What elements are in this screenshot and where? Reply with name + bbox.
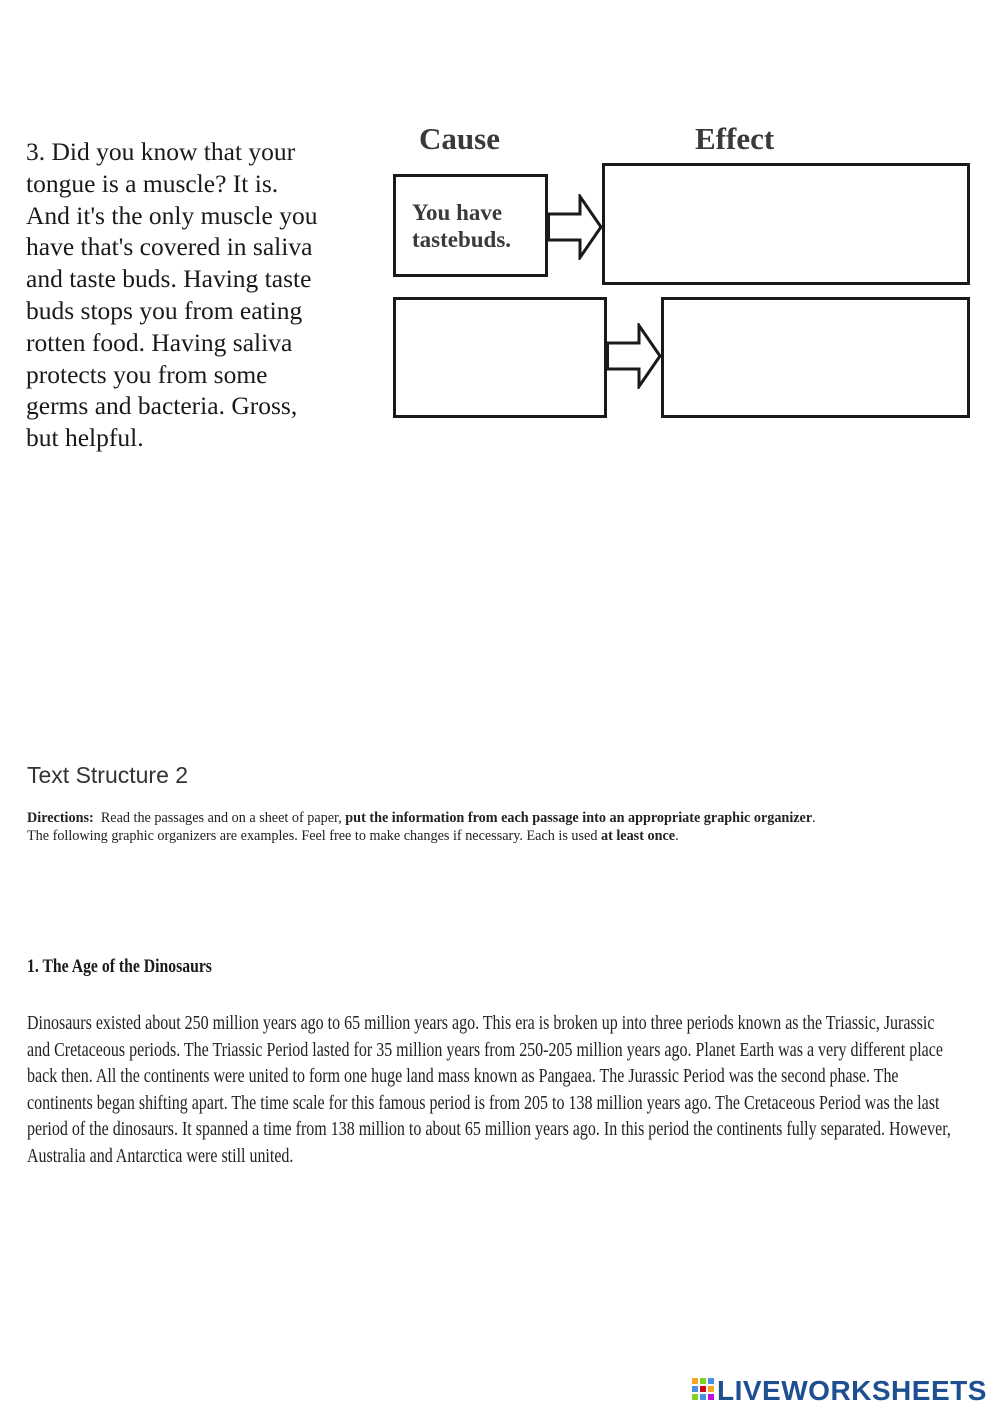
effect-answer-box-2[interactable] bbox=[661, 297, 970, 418]
cause-box-1 bbox=[393, 174, 548, 277]
passage-line: 3. Did you know that your bbox=[26, 137, 296, 166]
arrow-right-icon bbox=[547, 194, 603, 260]
directions-text: Read the passages and on a sheet of paper, bbox=[100, 810, 342, 826]
passage-line: tongue is a muscle? It is. bbox=[26, 168, 279, 198]
directions-emphasis: put the information from each passage into an appropriate graphic organizer bbox=[345, 810, 813, 826]
cause-answer-box-2[interactable] bbox=[393, 297, 607, 418]
liveworksheets-brand[interactable] bbox=[692, 1374, 987, 1408]
directions-emphasis: at least once bbox=[600, 828, 676, 844]
passage-line: germs and bacteria. Gross, bbox=[26, 391, 298, 421]
passage-line: continents began shifting apart. The time scale for this famous period is from 205 to 138 million years ago. The Cretaceous Period was the last bbox=[27, 1092, 940, 1114]
passage-line: And it's the only muscle you bbox=[26, 200, 318, 230]
directions-line-1 bbox=[27, 809, 967, 827]
passage-line: back then. All the continents were united to form one huge land mass known as Pangaea. The Jurassic Period was the second phase. The bbox=[27, 1066, 899, 1088]
passage-line: rotten food. Having saliva bbox=[26, 327, 293, 357]
passage-1-body bbox=[27, 1011, 951, 1171]
liveworksheets-logo-icon bbox=[692, 1378, 714, 1404]
cause-box-1-text bbox=[412, 199, 511, 253]
passage-line: Australia and Antarctica were still united. bbox=[27, 1145, 294, 1167]
passage-line: period of the dinosaurs. It spanned a time from 138 million to about 65 million years ago. In this period the continents fully separated. However, bbox=[27, 1119, 951, 1141]
cause-text-line: You have bbox=[412, 200, 503, 225]
passage-line: buds stops you from eating bbox=[26, 295, 303, 325]
cause-text-line: tastebuds. bbox=[412, 227, 512, 252]
directions bbox=[27, 809, 967, 845]
arrow-right-icon bbox=[606, 323, 662, 389]
directions-punct: . bbox=[675, 828, 679, 844]
brand-name: LIVEWORKSHEETS bbox=[717, 1375, 987, 1406]
passage-1-title: 1. The Age of the Dinosaurs bbox=[27, 957, 212, 977]
effect-heading: Effect bbox=[695, 121, 775, 156]
directions-line-2 bbox=[27, 827, 967, 845]
passage-line: but helpful. bbox=[26, 423, 144, 453]
passage-line: and taste buds. Having taste bbox=[26, 264, 312, 294]
question-3-passage bbox=[26, 136, 356, 454]
directions-text: The following graphic organizers are examples. Feel free to make changes if necessary. Each is used bbox=[27, 828, 598, 844]
passage-line: protects you from some bbox=[26, 359, 268, 389]
directions-punct: . bbox=[812, 810, 816, 826]
effect-answer-box-1[interactable] bbox=[602, 163, 970, 285]
passage-line: have that's covered in saliva bbox=[26, 232, 313, 262]
cause-heading: Cause bbox=[419, 121, 500, 156]
passage-line: and Cretaceous periods. The Triassic Period lasted for 35 million years from 250-205 million years ago. Planet Earth was a very different place bbox=[27, 1039, 943, 1061]
passage-line: Dinosaurs existed about 250 million years ago to 65 million years ago. This era is broken up into three periods known as the Triassic, Jurassic bbox=[27, 1013, 935, 1034]
section-title: Text Structure 2 bbox=[27, 762, 189, 788]
directions-label: Directions: bbox=[27, 810, 94, 826]
